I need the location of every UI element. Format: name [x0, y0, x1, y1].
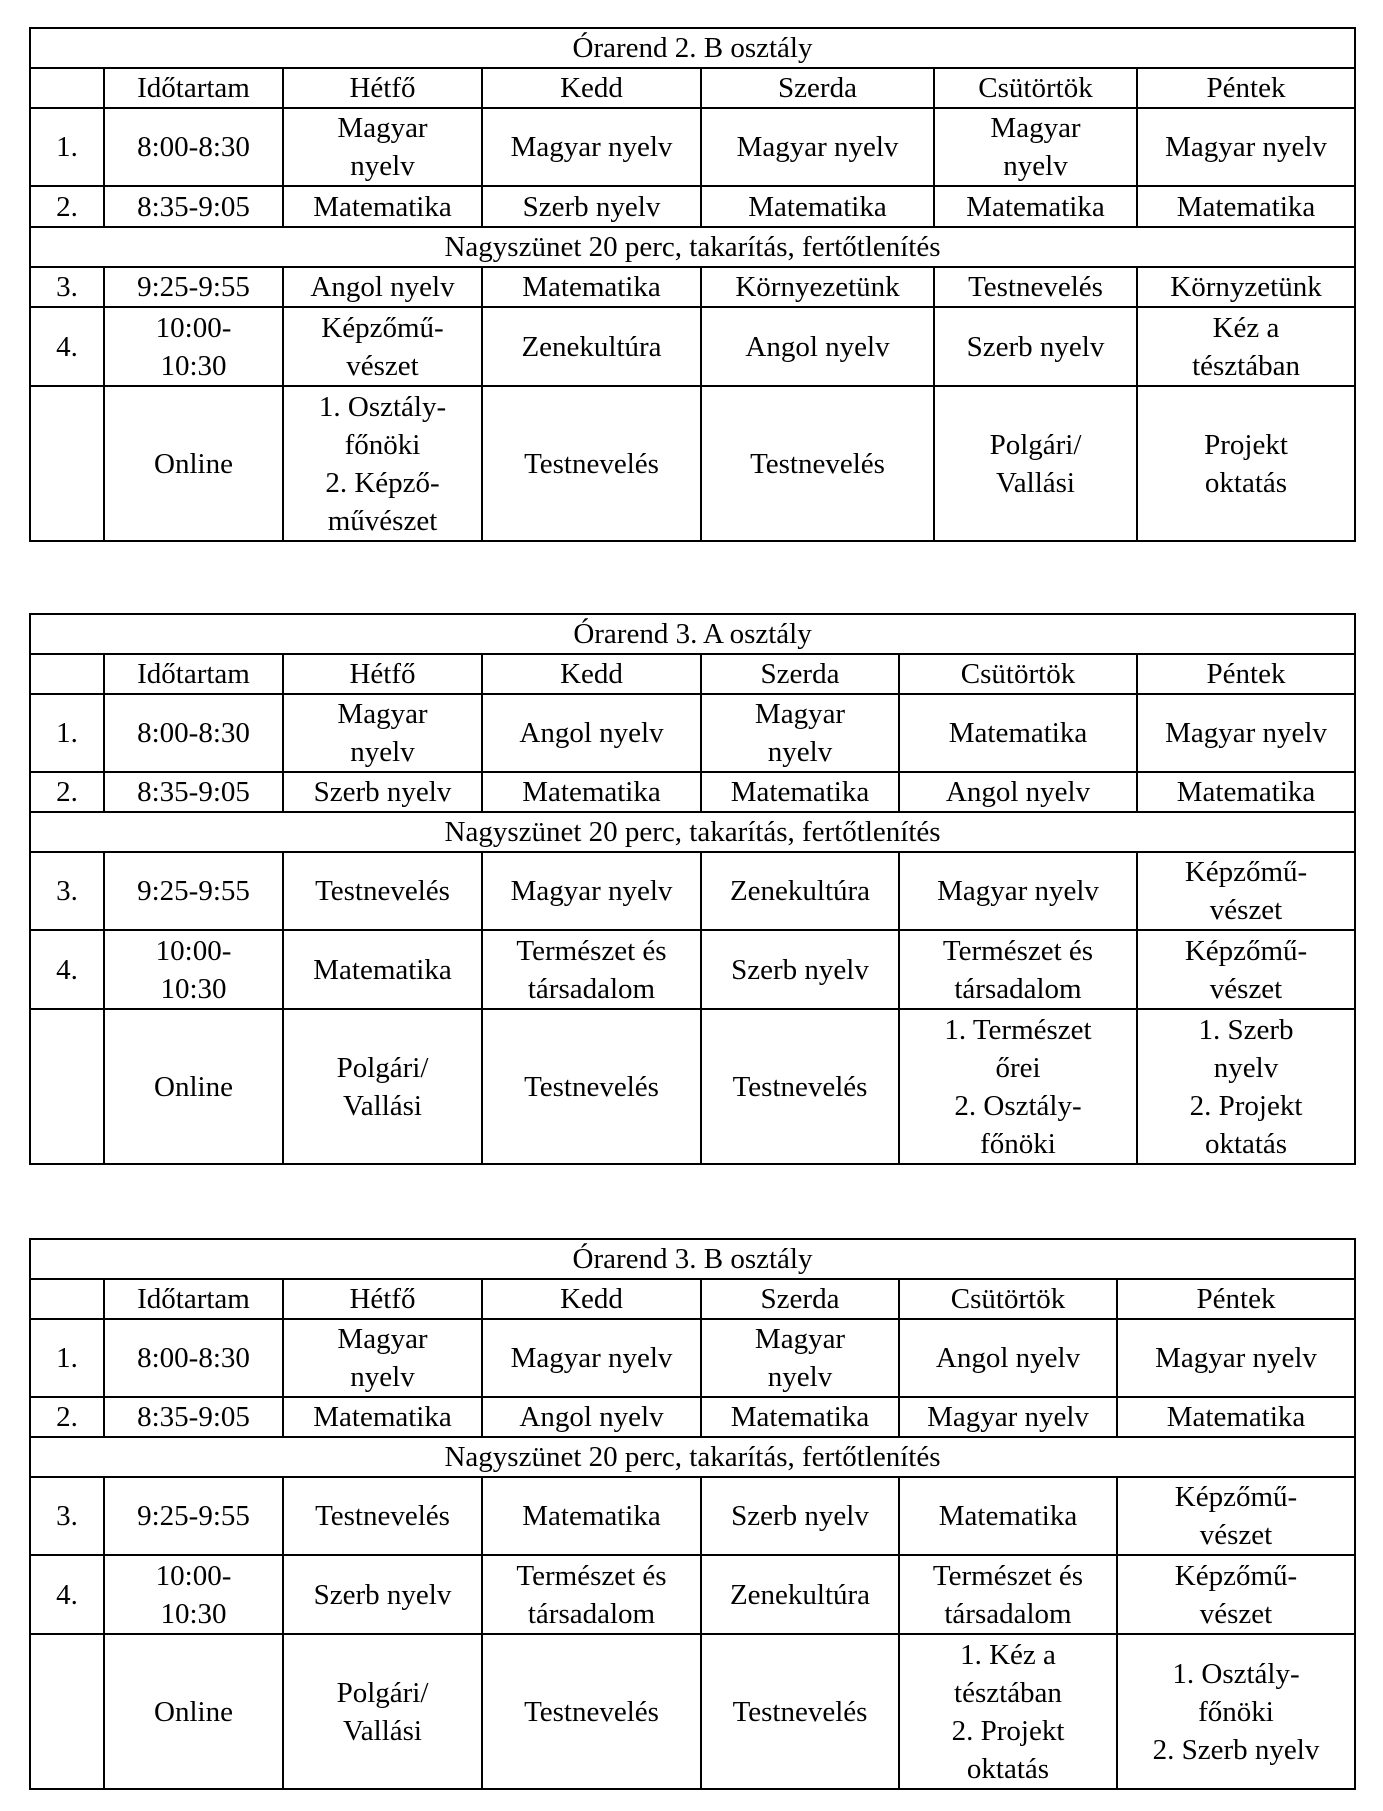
table-cell: 10:00- 10:30: [104, 930, 283, 1009]
table-cell: Szerb nyelv: [701, 1477, 899, 1555]
table-cell: 8:35-9:05: [104, 772, 283, 812]
table-cell: 2.: [30, 772, 104, 812]
table-row: [30, 386, 1355, 541]
table-cell: 4.: [30, 930, 104, 1009]
header-cell: Péntek: [1117, 1279, 1355, 1319]
table-cell: Magyar nyelv: [283, 1319, 482, 1397]
header-cell: Kedd: [482, 68, 701, 108]
table-row: [30, 307, 1355, 386]
table-cell: Projekt oktatás: [1137, 386, 1355, 541]
table-cell: Szerb nyelv: [283, 772, 482, 812]
table-cell: Magyar nyelv: [701, 108, 934, 186]
table-cell: Matematika: [1137, 186, 1355, 227]
table-row: [30, 1555, 1355, 1634]
table-title: Órarend 2. B osztály: [30, 28, 1355, 68]
table-cell: 1.: [30, 1319, 104, 1397]
table-cell: 9:25-9:55: [104, 852, 283, 930]
break-row: Nagyszünet 20 perc, takarítás, fertőtlenítés: [30, 227, 1355, 267]
header-cell: Csütörtök: [934, 68, 1137, 108]
table-cell: Képzőmű- vészet: [1137, 852, 1355, 930]
table-row: [30, 1477, 1355, 1555]
header-cell: Péntek: [1137, 654, 1355, 694]
timetable-3b: [29, 1238, 1356, 1790]
table-cell: Zenekultúra: [701, 1555, 899, 1634]
table-cell: [30, 1009, 104, 1164]
table-cell: Képzőmű- vészet: [1117, 1555, 1355, 1634]
table-cell: Zenekultúra: [701, 852, 899, 930]
table-title: Órarend 3. A osztály: [30, 614, 1355, 654]
table-cell: Szerb nyelv: [701, 930, 899, 1009]
table-row: [30, 267, 1355, 307]
table-cell: Polgári/ Vallási: [934, 386, 1137, 541]
header-cell: Időtartam: [104, 1279, 283, 1319]
table-row: [30, 1009, 1355, 1164]
table-cell: Matematika: [283, 1397, 482, 1437]
table-cell: [30, 1634, 104, 1789]
table-cell: 1.: [30, 694, 104, 772]
table-cell: Polgári/ Vallási: [283, 1009, 482, 1164]
table-cell: [30, 386, 104, 541]
table-cell: Testnevelés: [283, 1477, 482, 1555]
table-title: Órarend 3. B osztály: [30, 1239, 1355, 1279]
table-cell: Testnevelés: [701, 386, 934, 541]
table-cell: 3.: [30, 1477, 104, 1555]
table-cell: 1. Szerb nyelv 2. Projekt oktatás: [1137, 1009, 1355, 1164]
table-cell: Természet és társadalom: [482, 1555, 701, 1634]
table-cell: Magyar nyelv: [701, 1319, 899, 1397]
table-row: [30, 852, 1355, 930]
table-cell: Angol nyelv: [899, 1319, 1117, 1397]
table-cell: Angol nyelv: [899, 772, 1137, 812]
table-cell: Képzőmű- vészet: [1137, 930, 1355, 1009]
break-row: Nagyszünet 20 perc, takarítás, fertőtlenítés: [30, 1437, 1355, 1477]
table-cell: 8:00-8:30: [104, 108, 283, 186]
table-cell: Angol nyelv: [701, 307, 934, 386]
table-cell: Angol nyelv: [482, 694, 701, 772]
header-row: [30, 654, 1355, 694]
table-cell: Szerb nyelv: [934, 307, 1137, 386]
timetable-3a: [29, 613, 1356, 1165]
table-cell: 3.: [30, 852, 104, 930]
table-cell: Természet és társadalom: [899, 1555, 1117, 1634]
table-cell: Online: [104, 1009, 283, 1164]
table-cell: 1. Osztály- főnöki 2. Képző- művészet: [283, 386, 482, 541]
table-cell: Magyar nyelv: [1117, 1319, 1355, 1397]
header-cell: Időtartam: [104, 68, 283, 108]
header-cell: Szerda: [701, 68, 934, 108]
table-cell: 2.: [30, 1397, 104, 1437]
table-cell: Magyar nyelv: [934, 108, 1137, 186]
header-row: [30, 1279, 1355, 1319]
table-row: [30, 186, 1355, 227]
table-cell: Matematika: [934, 186, 1137, 227]
table-cell: 8:00-8:30: [104, 694, 283, 772]
header-row: [30, 68, 1355, 108]
table-cell: Polgári/ Vallási: [283, 1634, 482, 1789]
header-cell: Hétfő: [283, 68, 482, 108]
table-cell: Matematika: [899, 694, 1137, 772]
table-cell: Magyar nyelv: [899, 852, 1137, 930]
table-row: [30, 930, 1355, 1009]
table-cell: Természet és társadalom: [482, 930, 701, 1009]
table-cell: 8:00-8:30: [104, 1319, 283, 1397]
header-cell: [30, 1279, 104, 1319]
table-cell: Matematika: [1117, 1397, 1355, 1437]
table-cell: 1. Osztály- főnöki 2. Szerb nyelv: [1117, 1634, 1355, 1789]
table-cell: Testnevelés: [482, 1009, 701, 1164]
table-cell: Kéz a tésztában: [1137, 307, 1355, 386]
table-cell: Testnevelés: [701, 1634, 899, 1789]
table-cell: 9:25-9:55: [104, 267, 283, 307]
table-cell: Magyar nyelv: [283, 694, 482, 772]
header-cell: Szerda: [701, 654, 899, 694]
table-cell: 2.: [30, 186, 104, 227]
table-cell: 1.: [30, 108, 104, 186]
table-cell: 10:00- 10:30: [104, 1555, 283, 1634]
table-cell: Testnevelés: [482, 1634, 701, 1789]
table-cell: Képzőmű- vészet: [283, 307, 482, 386]
header-cell: Szerda: [701, 1279, 899, 1319]
header-cell: Hétfő: [283, 654, 482, 694]
table-cell: Online: [104, 1634, 283, 1789]
table-row: [30, 1319, 1355, 1397]
header-cell: Csütörtök: [899, 654, 1137, 694]
table-cell: 4.: [30, 307, 104, 386]
table-cell: Zenekultúra: [482, 307, 701, 386]
table-row: [30, 108, 1355, 186]
header-cell: Időtartam: [104, 654, 283, 694]
table-cell: Testnevelés: [934, 267, 1137, 307]
header-cell: Csütörtök: [899, 1279, 1117, 1319]
table-cell: Matematika: [283, 930, 482, 1009]
table-cell: 8:35-9:05: [104, 1397, 283, 1437]
table-cell: Matematika: [701, 1397, 899, 1437]
table-cell: Matematika: [701, 772, 899, 812]
table-row: [30, 772, 1355, 812]
table-cell: Matematika: [283, 186, 482, 227]
header-cell: Kedd: [482, 654, 701, 694]
table-cell: Matematika: [482, 772, 701, 812]
table-cell: Szerb nyelv: [482, 186, 701, 227]
header-cell: Kedd: [482, 1279, 701, 1319]
table-cell: Matematika: [701, 186, 934, 227]
table-cell: Természet és társadalom: [899, 930, 1137, 1009]
timetable-2b: [29, 27, 1356, 542]
table-cell: Online: [104, 386, 283, 541]
table-cell: Szerb nyelv: [283, 1555, 482, 1634]
header-cell: Péntek: [1137, 68, 1355, 108]
table-cell: Képzőmű- vészet: [1117, 1477, 1355, 1555]
table-cell: Matematika: [899, 1477, 1117, 1555]
table-row: [30, 1634, 1355, 1789]
table-cell: Angol nyelv: [283, 267, 482, 307]
table-cell: Magyar nyelv: [1137, 694, 1355, 772]
table-cell: 8:35-9:05: [104, 186, 283, 227]
table-cell: 3.: [30, 267, 104, 307]
table-cell: Angol nyelv: [482, 1397, 701, 1437]
table-cell: 10:00- 10:30: [104, 307, 283, 386]
table-row: [30, 1397, 1355, 1437]
header-cell: Hétfő: [283, 1279, 482, 1319]
table-cell: 1. Kéz a tésztában 2. Projekt oktatás: [899, 1634, 1117, 1789]
header-cell: [30, 654, 104, 694]
table-cell: Magyar nyelv: [482, 852, 701, 930]
table-cell: Matematika: [482, 267, 701, 307]
table-cell: 1. Természet őrei 2. Osztály- főnöki: [899, 1009, 1137, 1164]
table-cell: Magyar nyelv: [701, 694, 899, 772]
break-row: Nagyszünet 20 perc, takarítás, fertőtlenítés: [30, 812, 1355, 852]
table-cell: Matematika: [1137, 772, 1355, 812]
table-cell: Testnevelés: [701, 1009, 899, 1164]
table-cell: Magyar nyelv: [482, 108, 701, 186]
table-cell: Magyar nyelv: [899, 1397, 1117, 1437]
table-cell: Matematika: [482, 1477, 701, 1555]
table-row: [30, 694, 1355, 772]
table-cell: Testnevelés: [283, 852, 482, 930]
table-cell: 9:25-9:55: [104, 1477, 283, 1555]
table-cell: Magyar nyelv: [283, 108, 482, 186]
table-cell: 4.: [30, 1555, 104, 1634]
table-cell: Magyar nyelv: [1137, 108, 1355, 186]
table-cell: Környezetünk: [701, 267, 934, 307]
header-cell: [30, 68, 104, 108]
table-cell: Környzetünk: [1137, 267, 1355, 307]
table-cell: Magyar nyelv: [482, 1319, 701, 1397]
table-cell: Testnevelés: [482, 386, 701, 541]
